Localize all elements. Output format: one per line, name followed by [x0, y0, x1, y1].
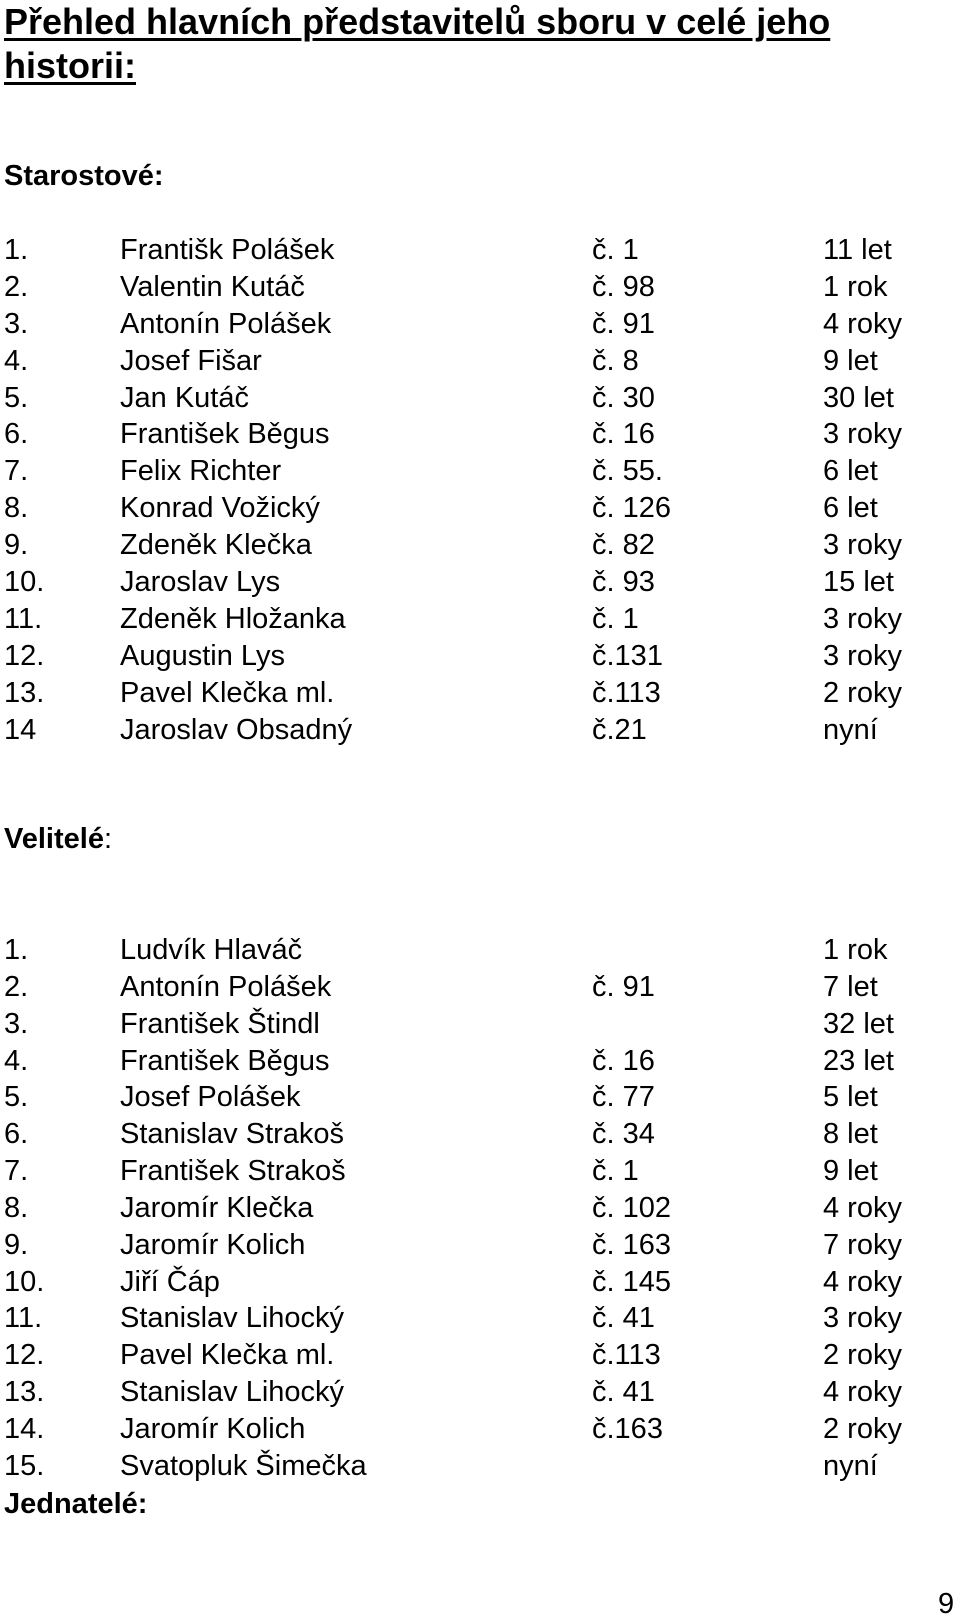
item-number: 8.: [4, 492, 29, 525]
house-number: č. 8: [592, 344, 639, 377]
person-name: Josef Fišar: [120, 344, 262, 377]
term-duration: 30 let: [823, 381, 894, 414]
item-number: 9.: [4, 529, 29, 562]
house-number: č. 91: [592, 970, 655, 1003]
house-number: č. 41: [592, 1302, 655, 1335]
list-item: [0, 932, 960, 969]
list-item: [0, 527, 960, 564]
term-duration: 1 rok: [823, 270, 888, 303]
house-number: č. 82: [592, 529, 655, 562]
term-duration: 3 roky: [823, 529, 902, 562]
term-duration: 7 roky: [823, 1228, 902, 1261]
person-name: František Strakoš: [120, 1155, 346, 1188]
term-duration: 3 roky: [823, 639, 902, 672]
house-number: č. 163: [592, 1228, 671, 1261]
term-duration: 15 let: [823, 566, 894, 599]
item-number: 6.: [4, 418, 29, 451]
item-number: 14: [4, 713, 37, 746]
list-item: [0, 1300, 960, 1337]
list-item: [0, 306, 960, 343]
page-number: 9: [938, 1588, 955, 1620]
term-duration: 4 roky: [823, 1265, 902, 1298]
item-number: 5.: [4, 381, 29, 414]
person-name: Antonín Polášek: [120, 970, 332, 1003]
item-number: 14.: [4, 1412, 45, 1445]
term-duration: 7 let: [823, 970, 878, 1003]
list-item: [0, 601, 960, 638]
starostove-list: [0, 232, 960, 748]
list-item: [0, 675, 960, 712]
list-item: [0, 1264, 960, 1301]
list-item: [0, 969, 960, 1006]
person-name: Antonín Polášek: [120, 307, 332, 340]
item-number: 4.: [4, 1044, 29, 1077]
term-duration: 3 roky: [823, 1302, 902, 1335]
list-item: [0, 453, 960, 490]
house-number: č.113: [592, 676, 661, 709]
velitele-list: [0, 932, 960, 1485]
house-number: č. 1: [592, 234, 639, 266]
term-duration: 2 roky: [823, 1339, 902, 1372]
term-duration: nyní: [823, 713, 878, 746]
term-duration: 4 roky: [823, 1191, 902, 1224]
person-name: Ludvík Hlaváč: [120, 934, 303, 966]
velitele-heading-text: Velitelé: [4, 823, 104, 855]
item-number: 11.: [4, 602, 43, 635]
item-number: 7.: [4, 455, 29, 488]
house-number: č.21: [592, 713, 647, 746]
list-item: [0, 1043, 960, 1080]
term-duration: 4 roky: [823, 1376, 902, 1409]
term-duration: 8 let: [823, 1118, 878, 1151]
person-name: Jaromír Kolich: [120, 1228, 306, 1261]
item-number: 10.: [4, 566, 45, 599]
term-duration: 11 let: [823, 234, 892, 266]
velitele-heading: [4, 821, 112, 858]
velitele-heading-colon: :: [103, 823, 113, 855]
term-duration: 6 let: [823, 492, 878, 525]
house-number: č. 145: [592, 1265, 671, 1298]
person-name: Josef Polášek: [120, 1081, 301, 1114]
list-item: [0, 638, 960, 675]
house-number: č. 1: [592, 602, 639, 635]
person-name: Valentin Kutáč: [120, 270, 305, 303]
house-number: č. 98: [592, 270, 655, 303]
person-name: Pavel Klečka ml.: [120, 676, 335, 709]
person-name: Jaromír Klečka: [120, 1191, 314, 1224]
person-name: Konrad Vožický: [120, 492, 320, 525]
person-name: František Běgus: [120, 1044, 330, 1077]
list-item: [0, 712, 960, 749]
page-title: Přehled hlavních představitelů sboru v celé jeho historii:: [4, 1, 831, 86]
person-name: Augustin Lys: [120, 639, 285, 672]
item-number: 2.: [4, 270, 29, 303]
house-number: č. 41: [592, 1376, 655, 1409]
house-number: č. 91: [592, 307, 655, 340]
item-number: 8.: [4, 1191, 29, 1224]
term-duration: 4 roky: [823, 307, 902, 340]
list-item: [0, 1337, 960, 1374]
item-number: 3.: [4, 307, 29, 340]
person-name: Zdeněk Klečka: [120, 529, 312, 562]
person-name: Jaroslav Obsadný: [120, 713, 353, 746]
person-name: Jan Kutáč: [120, 381, 249, 414]
term-duration: 6 let: [823, 455, 878, 488]
house-number: č. 30: [592, 381, 655, 414]
term-duration: 9 let: [823, 1155, 878, 1188]
starostove-heading: Starostové:: [4, 160, 164, 192]
term-duration: 32 let: [823, 1007, 894, 1040]
list-item: [0, 1079, 960, 1116]
term-duration: nyní: [823, 1449, 878, 1482]
item-number: 9.: [4, 1228, 29, 1261]
term-duration: 1 rok: [823, 934, 888, 966]
term-duration: 5 let: [823, 1081, 878, 1114]
item-number: 3.: [4, 1007, 29, 1040]
person-name: Stanislav Strakoš: [120, 1118, 345, 1151]
item-number: 13.: [4, 676, 45, 709]
list-item: [0, 232, 960, 269]
term-duration: 9 let: [823, 344, 878, 377]
list-item: [0, 269, 960, 306]
item-number: 5.: [4, 1081, 29, 1114]
person-name: Stanislav Lihocký: [120, 1302, 345, 1335]
house-number: č. 1: [592, 1155, 639, 1188]
person-name: Felix Richter: [120, 455, 282, 488]
house-number: č.163: [592, 1412, 663, 1445]
house-number: č. 102: [592, 1191, 671, 1224]
house-number: č. 16: [592, 418, 655, 451]
term-duration: 2 roky: [823, 1412, 902, 1445]
house-number: č. 16: [592, 1044, 655, 1077]
person-name: Zdeněk Hložanka: [120, 602, 346, 635]
item-number: 6.: [4, 1118, 29, 1151]
item-number: 4.: [4, 344, 29, 377]
list-item: [0, 1006, 960, 1043]
item-number: 12.: [4, 1339, 45, 1372]
list-item: [0, 490, 960, 527]
jednatele-heading: Jednatelé:: [4, 1488, 148, 1520]
person-name: Františk Polášek: [120, 234, 335, 266]
list-item: [0, 1374, 960, 1411]
item-number: 2.: [4, 970, 29, 1003]
person-name: Jiří Čáp: [120, 1265, 220, 1298]
item-number: 13.: [4, 1376, 45, 1409]
list-item: [0, 1190, 960, 1227]
person-name: František Štindl: [120, 1007, 320, 1040]
house-number: č.131: [592, 639, 663, 672]
list-item: [0, 1227, 960, 1264]
item-number: 12.: [4, 639, 45, 672]
person-name: Pavel Klečka ml.: [120, 1339, 335, 1372]
person-name: Stanislav Lihocký: [120, 1376, 345, 1409]
item-number: 7.: [4, 1155, 29, 1188]
term-duration: 3 roky: [823, 418, 902, 451]
item-number: 1.: [4, 934, 29, 966]
list-item: [0, 1116, 960, 1153]
list-item: [0, 1411, 960, 1448]
term-duration: 3 roky: [823, 602, 902, 635]
list-item: [0, 380, 960, 417]
term-duration: 23 let: [823, 1044, 894, 1077]
item-number: 15.: [4, 1449, 45, 1482]
person-name: Jaromír Kolich: [120, 1412, 306, 1445]
item-number: 10.: [4, 1265, 45, 1298]
house-number: č. 126: [592, 492, 671, 525]
list-item: [0, 416, 960, 453]
list-item: [0, 564, 960, 601]
person-name: František Běgus: [120, 418, 330, 451]
house-number: č. 55.: [592, 455, 663, 488]
list-item: [0, 343, 960, 380]
person-name: Jaroslav Lys: [120, 566, 281, 599]
list-item: [0, 1448, 960, 1485]
item-number: 11.: [4, 1302, 43, 1335]
item-number: 1.: [4, 234, 29, 266]
list-item: [0, 1153, 960, 1190]
person-name: Svatopluk Šimečka: [120, 1449, 367, 1482]
term-duration: 2 roky: [823, 676, 902, 709]
house-number: č. 77: [592, 1081, 655, 1114]
house-number: č. 93: [592, 566, 655, 599]
house-number: č.113: [592, 1339, 661, 1372]
house-number: č. 34: [592, 1118, 655, 1151]
